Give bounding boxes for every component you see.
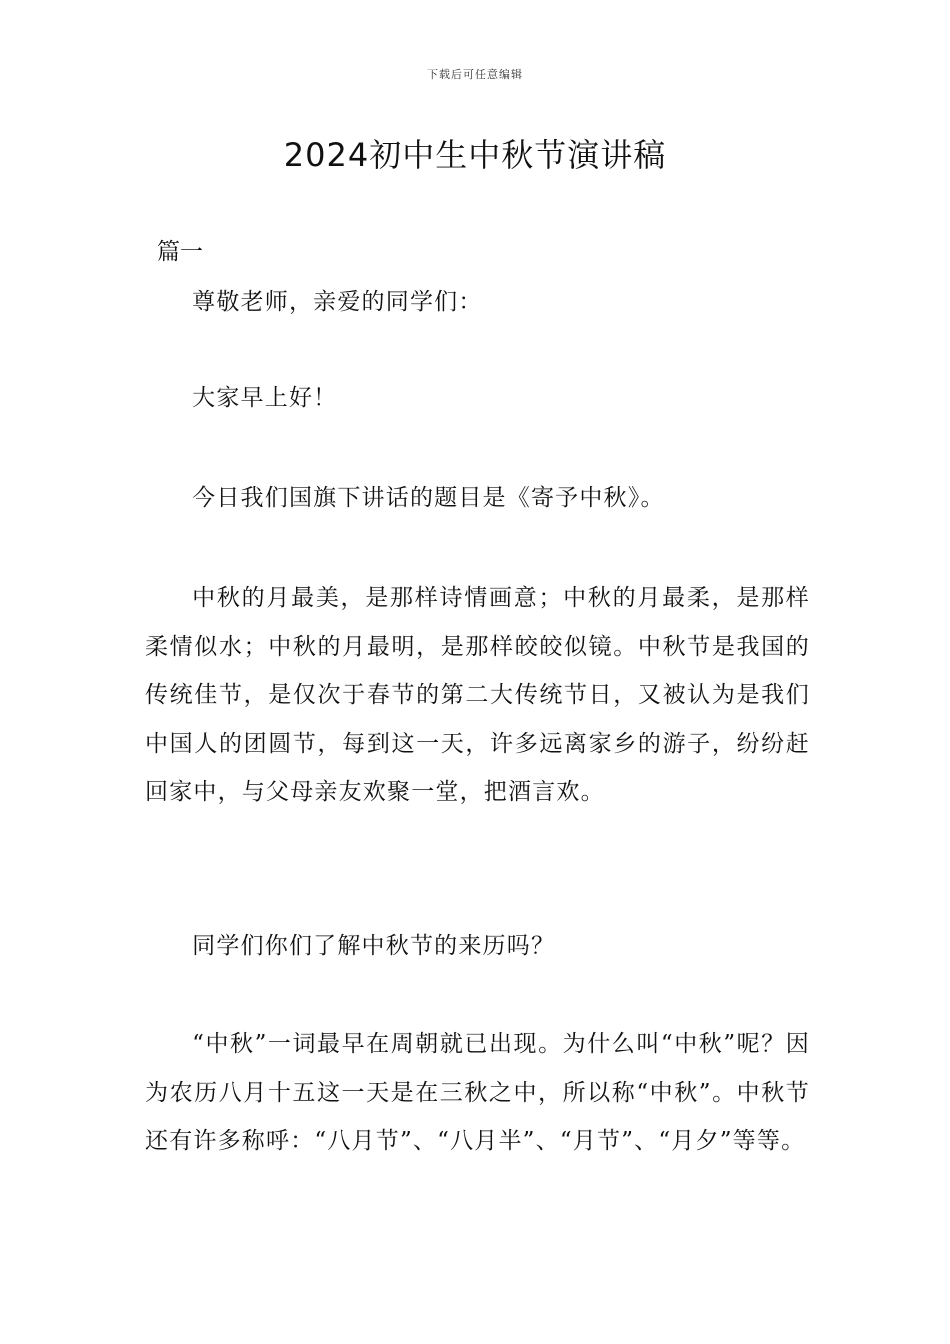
paragraph-origin: “中秋”一词最早在周朝就已出现。为什么叫“中秋”呢？因为农历八月十五这一天是在三秋之中，所以称“中秋”。中秋节还有许多称呼：“八月节”、“八月半”、“月节”、“月夕”等等。 <box>145 1031 810 1155</box>
paragraph-moon-description: 中秋的月最美，是那样诗情画意；中秋的月最柔，是那样柔情似水；中秋的月最明，是那样皎皎似镜。中秋节是我国的传统佳节，是仅次于春节的第二大传统节日，又被认为是我们中国人的团圆节，每到这一天，许多远离家乡的游子，纷纷赶回家中，与父母亲友欢聚一堂，把酒言欢。 <box>145 585 810 806</box>
paragraph-question: 同学们你们了解中秋节的来历吗？ <box>192 933 556 959</box>
paragraph-good-morning: 大家早上好！ <box>192 385 338 411</box>
section-label: 篇一 <box>157 239 203 265</box>
header-note: 下载后可任意编辑 <box>427 68 523 81</box>
paragraph-greeting: 尊敬老师，亲爱的同学们： <box>192 289 483 315</box>
paragraph-topic: 今日我们国旗下讲话的题目是《寄予中秋》。 <box>192 485 665 511</box>
document-title: 2024初中生中秋节演讲稿 <box>283 136 667 174</box>
